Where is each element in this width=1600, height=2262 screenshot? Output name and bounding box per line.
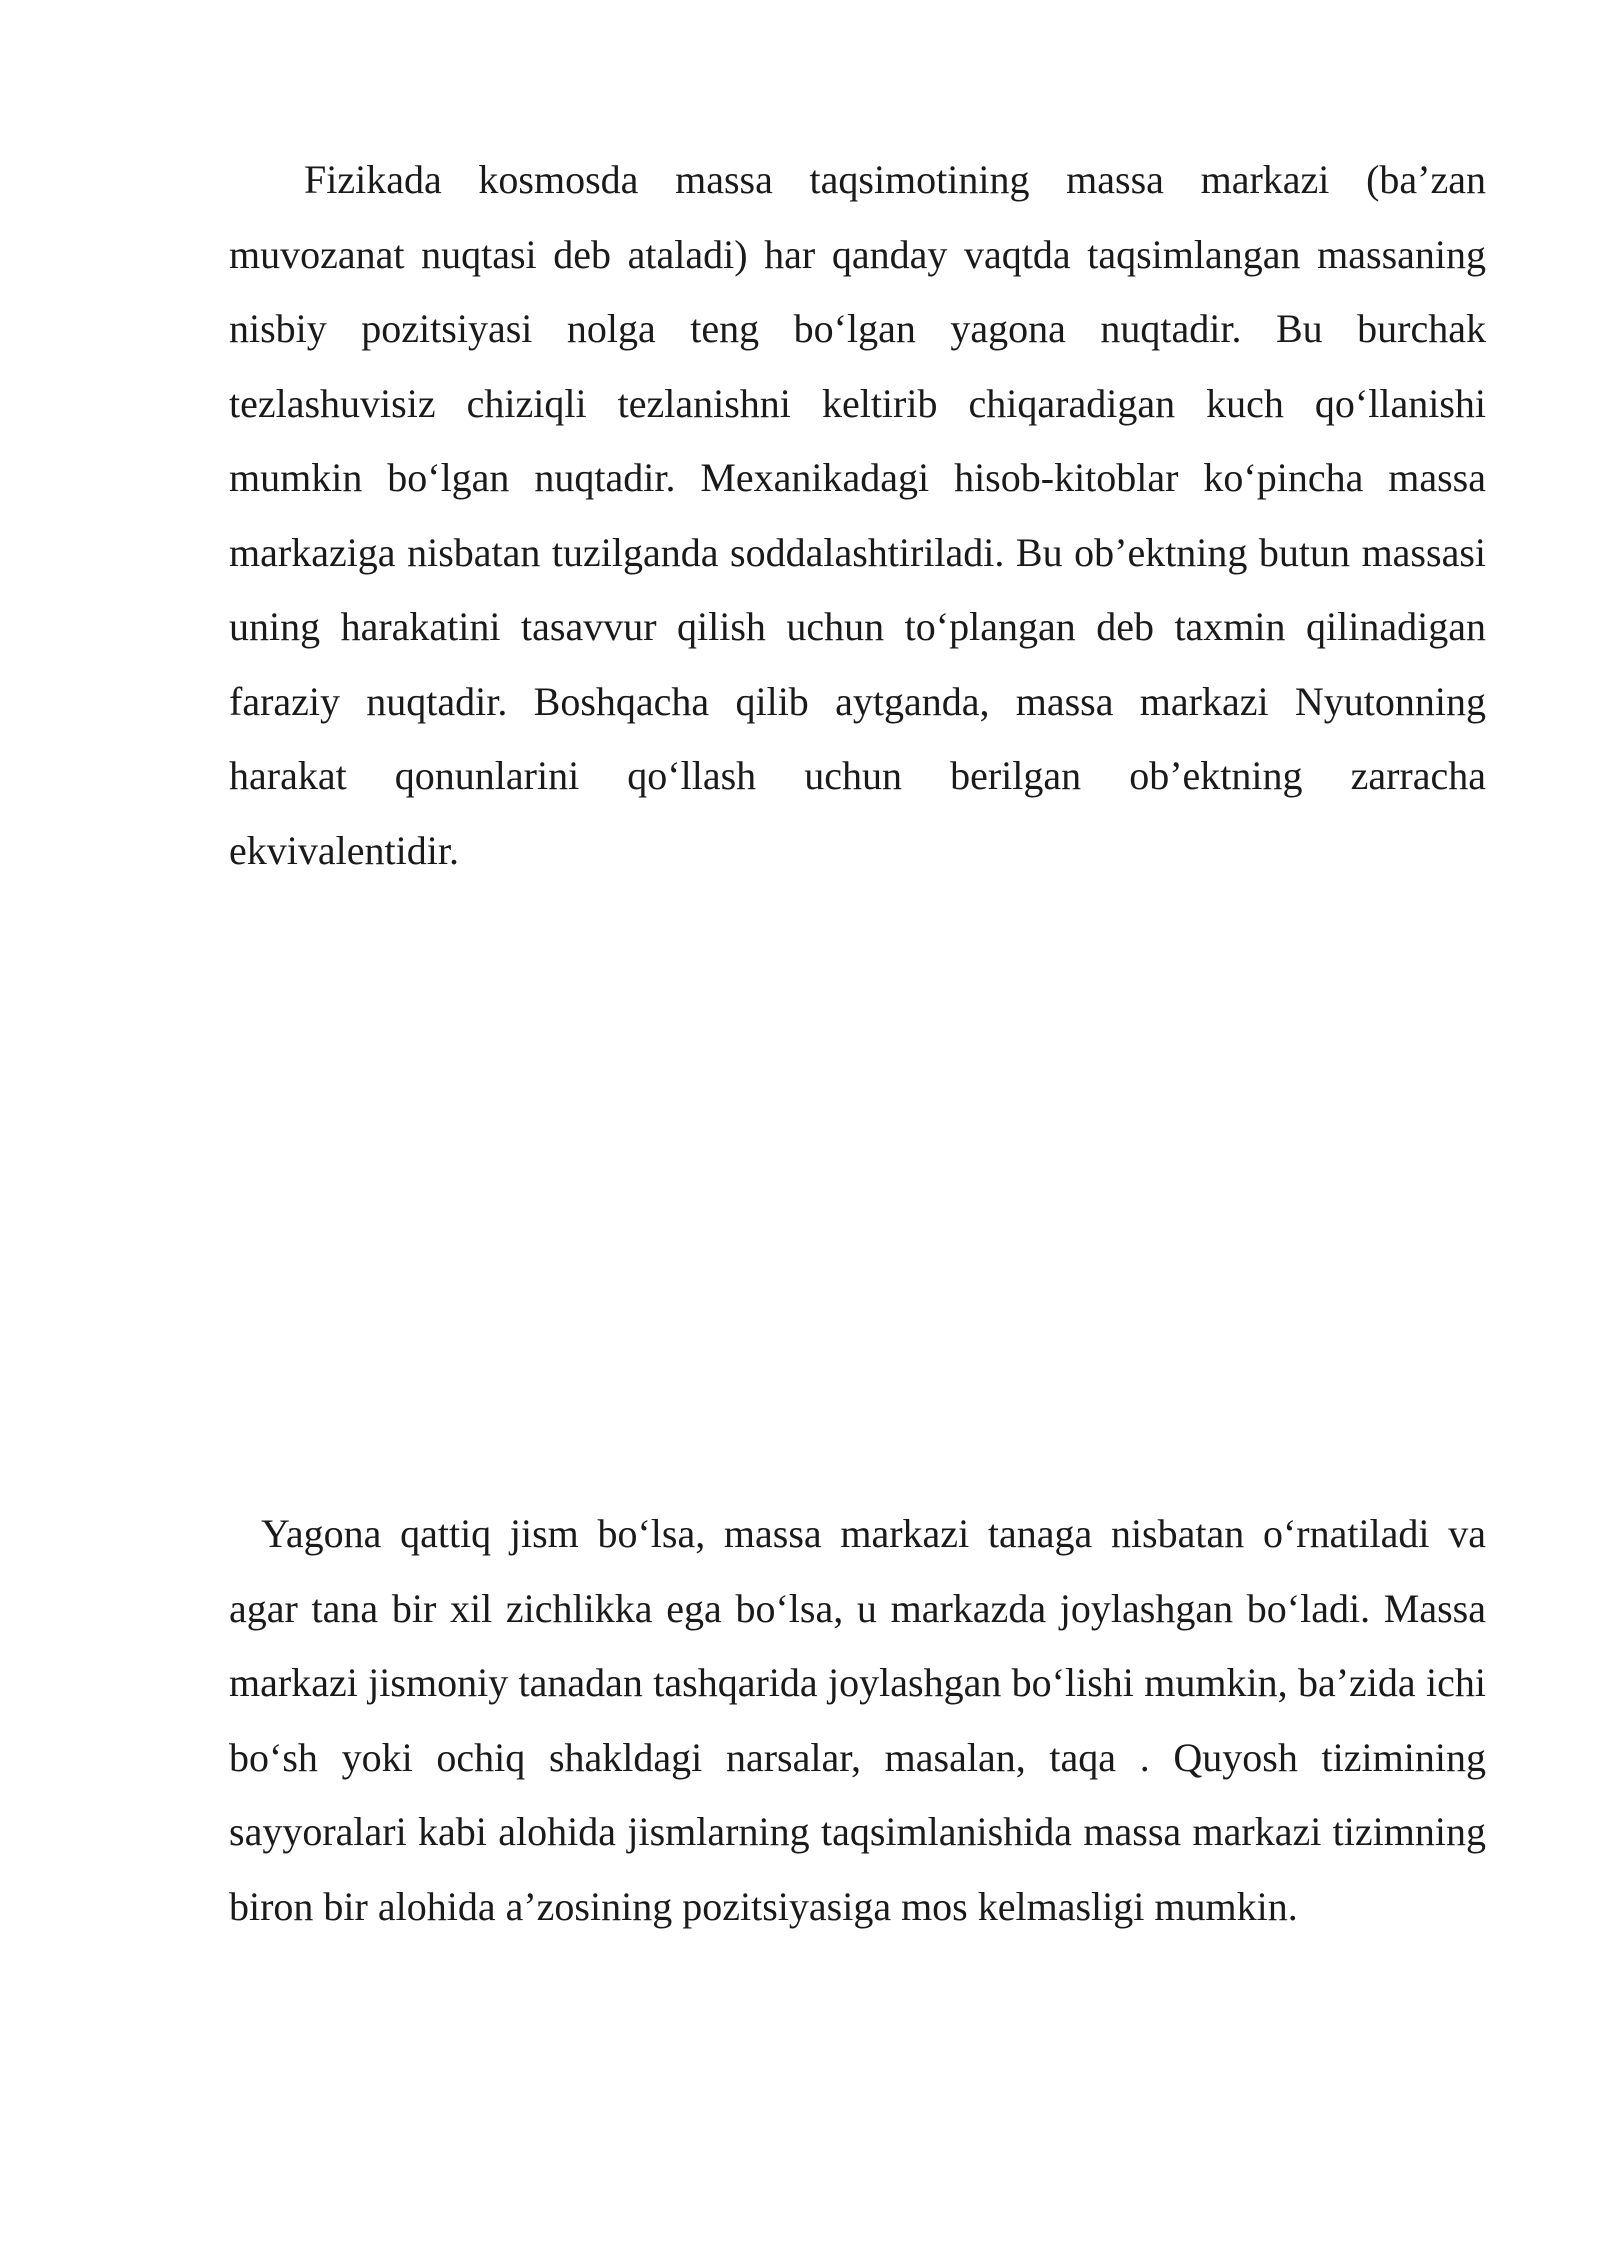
paragraph-1: Fizikada kosmosda massa taqsimotining massa markazi (ba’zan muvozanat nuqtasi deb ataladi) har qanday vaqtda taqsimlangan massaning nisbiy pozitsiyasi nolga teng bo‘lgan yagona nuqtadir. Bu burchak tezlashuvisiz chiziqli tezlanishni keltirib chiqaradigan kuch qo‘llanishi mumkin bo‘lgan nuqtadir. Mexanikadagi hisob-kitoblar ko‘pincha massa markaziga nisbatan tuzilganda soddalashtiriladi. Bu ob’ektning butun massasi uning harakatini tasavvur qilish uchun to‘plangan deb taxmin qilinadigan faraziy nuqtadir. Boshqacha qilib aytganda, massa markazi Nyutonning harakat qonunlarini qo‘llash uchun berilgan ob’ektning zarracha ekvivalentidir. xyxy=(229,157,1486,873)
paragraph-2: Yagona qattiq jism bo‘lsa, massa markazi tanaga nisbatan o‘rnatiladi va agar tana bir xil zichlikka ega bo‘lsa, u markazda joylashgan bo‘ladi. Massa markazi jismoniy tanadan tashqarida joylashgan bo‘lishi mumkin, ba’zida ichi bo‘sh yoki ochiq shakldagi narsalar, masalan, taqa . Quyosh tizimining sayyoralari kabi alohida jismlarning taqsimlanishida massa markazi tizimning biron bir alohida a’zosining pozitsiyasiga mos kelmasligi mumkin. xyxy=(229,1511,1486,1929)
